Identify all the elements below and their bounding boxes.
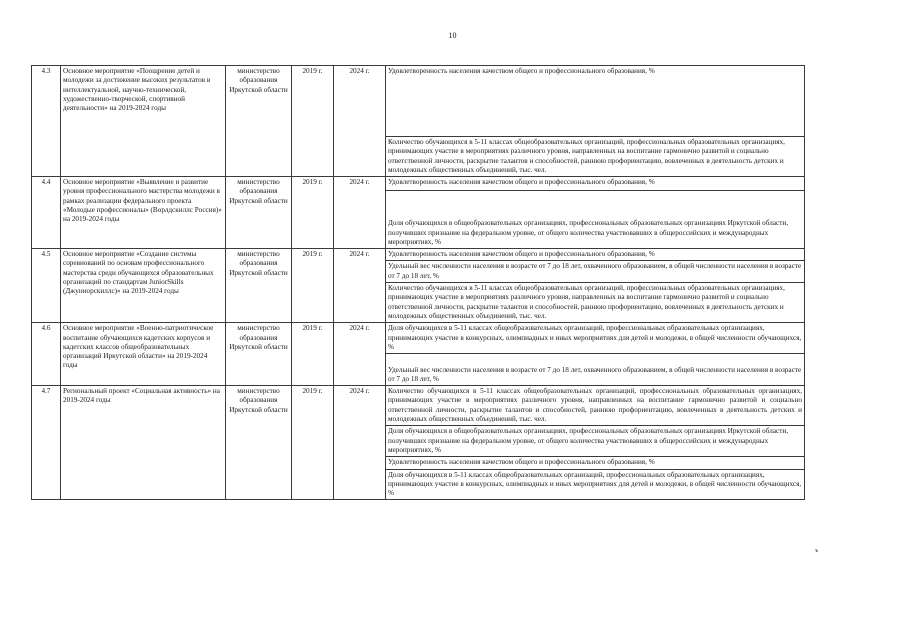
start-year: 2019 г.: [292, 177, 334, 249]
end-year: 2024 г.: [334, 66, 386, 177]
end-year: 2024 г.: [334, 249, 386, 323]
end-year: 2024 г.: [334, 386, 386, 500]
indicator: Удовлетворенность населения качеством общего и профессионального образования, %: [386, 457, 805, 469]
responsible-executor: министерство образования Иркутской области: [226, 66, 292, 177]
table-row: [32, 249, 805, 261]
end-year: 2024 г.: [334, 177, 386, 249]
event-name: Основное мероприятие «Создание системы соревнований по основам профессионального мастерства среди обучающихся образовательных организаций по стандартам JuniorSkills (Джуниорскиллс)» на 2019-2024 годы: [61, 249, 226, 323]
start-year: 2019 г.: [292, 66, 334, 177]
row-number: 4.3: [32, 66, 61, 177]
responsible-executor: министерство образования Иркутской области: [226, 323, 292, 386]
event-name: Основное мероприятие «Поощрение детей и молодежи за достижение высоких результатов в интеллектуальной, научно-технической, художественно-творческой, спортивной деятельности» на 2019-2024 годы: [61, 66, 226, 177]
start-year: 2019 г.: [292, 386, 334, 500]
row-number: 4.6: [32, 323, 61, 386]
event-name: Региональный проект «Социальная активность» на 2019-2024 годы: [61, 386, 226, 500]
row-number: 4.5: [32, 249, 61, 323]
row-number: 4.7: [32, 386, 61, 500]
responsible-executor: министерство образования Иркутской области: [226, 177, 292, 249]
stray-mark: ъ: [815, 548, 819, 554]
event-name: Основное мероприятие «Выявление и развитие уровня профессионального мастерства молодежи в рамках реализации федерального проекта «Молодые профессионалы» (Ворлдскиллс Россия)» на 2019-2024 годы: [61, 177, 226, 249]
row-number: 4.4: [32, 177, 61, 249]
table-row: [32, 386, 805, 426]
indicator: Количество обучающихся в 5-11 классах общеобразовательных организаций, профессиональных образовательных организациях, принимающих участие в мероприятиях различного уровня, направленных на воспитание гармонично развитой и социально ответственной личности, раскрытие талантов и способностей, раннюю профориентацию, вовлеченных в деятельность детских и молодежных общественных объединений, тыс. чел.: [386, 137, 805, 177]
table-row: [32, 177, 805, 191]
event-name: Основное мероприятие «Военно-патриотическое воспитание обучающихся кадетских корпусов и кадетских классов общеобразовательных организаций Иркутской области» на 2019-2024 годы: [61, 323, 226, 386]
table-row: [32, 66, 805, 137]
page-number: 10: [448, 31, 457, 40]
indicator: Доля обучающихся в общеобразовательных организациях, профессиональных образовательных организациях Иркутской области, получивших признание на федеральном уровне, от общего количества участвовавших в общероссийских и международных мероприятиях, %: [386, 191, 805, 249]
indicator: Удовлетворенность населения качеством общего и профессионального образования, %: [386, 66, 805, 137]
responsible-executor: министерство образования Иркутской области: [226, 249, 292, 323]
start-year: 2019 г.: [292, 323, 334, 386]
table-row: [32, 323, 805, 354]
start-year: 2019 г.: [292, 249, 334, 323]
responsible-executor: министерство образования Иркутской области: [226, 386, 292, 500]
indicator: Доля обучающихся в 5-11 классах общеобразовательных организаций, профессиональных образовательных организациях, принимающих участие в конкурсных, олимпиадных и иных мероприятиях для детей и молодежи, в общей численности обучающихся, %: [386, 469, 805, 500]
indicator: Удовлетворенность населения качеством общего и профессионального образования, %: [386, 177, 805, 191]
indicator: Доля обучающихся в 5-11 классах общеобразовательных организаций, профессиональных образовательных организациях, принимающих участие в конкурсных, олимпиадных и иных мероприятиях для детей и молодежи, в общей численности обучающихся, %: [386, 323, 805, 354]
indicator: Количество обучающихся в 5-11 классах общеобразовательных организаций, профессиональных образовательных организациях, принимающих участие в мероприятиях различного уровня, направленных на воспитание гармонично развитой и социально ответственной личности, раскрытие талантов и способностей, раннюю профориентацию, вовлеченных в деятельность детских и молодежных общественных объединений, тыс. чел.: [386, 283, 805, 323]
end-year: 2024 г.: [334, 323, 386, 386]
indicator: Удельный вес численности населения в возрасте от 7 до 18 лет, охваченного образованием, в общей численности населения в возрасте от 7 до 18 лет, %: [386, 261, 805, 283]
program-events-table: [31, 65, 805, 500]
indicator: Удовлетворенность населения качеством общего и профессионального образования, %: [386, 249, 805, 261]
indicator: Доля обучающихся в общеобразовательных организациях, профессиональных образовательных организациях Иркутской области, получивших признание на федеральном уровне, от общего количества участвовавших в общероссийских и международных мероприятиях, %: [386, 426, 805, 457]
indicator: Количество обучающихся в 5-11 классах общеобразовательных организаций, профессиональных образовательных организациях, принимающих участие в мероприятиях различного уровня, направленных на воспитание гармонично развитой и социально ответственной личности, раскрытие талантов и способностей, раннюю профориентацию, вовлеченных в деятельность детских и молодежных общественных объединений, тыс. чел.: [386, 386, 805, 426]
indicator: Удельный вес численности населения в возрасте от 7 до 18 лет, охваченного образованием, в общей численности населения в возрасте от 7 до 18 лет, %: [386, 354, 805, 386]
